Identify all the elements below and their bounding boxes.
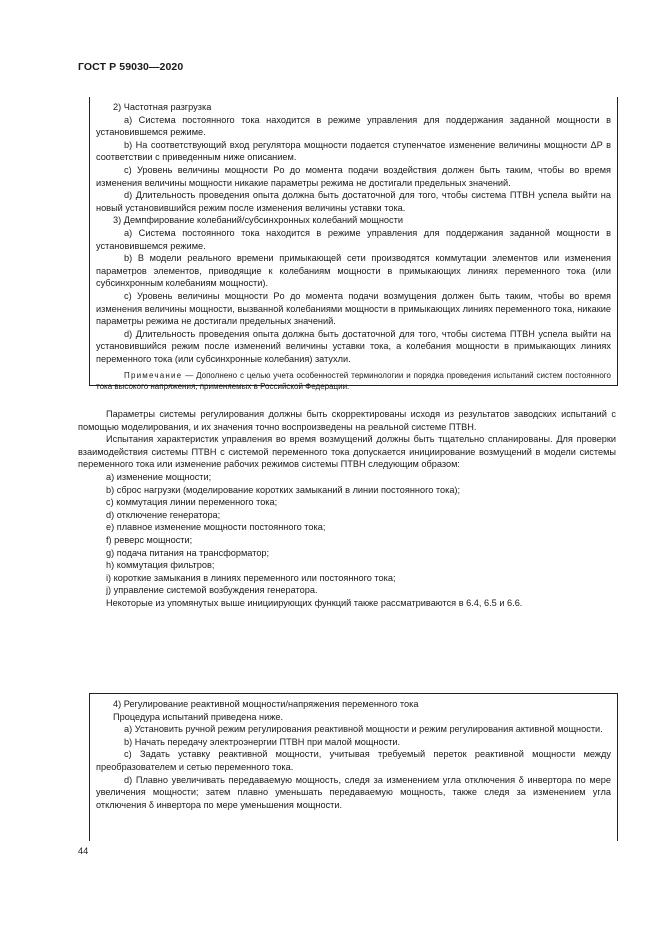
- section-2-title: 2) Частотная разгрузка: [113, 102, 212, 112]
- list-item: f) реверс мощности;: [106, 534, 193, 545]
- disturbance-list: [78, 471, 616, 597]
- note-label: Примечание: [124, 371, 183, 381]
- section-4-item-c: с) Задать уставку реактивной мощности, учитывая требуемый переток реактивной мощности между преобразователем и сетью переменного тока.: [96, 749, 611, 772]
- paragraph-2: Испытания характеристик управления во время возмущений должны быть тщательно спланированы. Для проверки взаимодействия системы ПТВН с системой переменного тока допускается инициирование возмущений в модели системы переменного тока или изменение рабочих режимов системы ПТВН следующим образом:: [78, 434, 616, 470]
- list-item: b) сброс нагрузки (моделирование коротких замыканий в линии постоянного тока);: [106, 484, 461, 495]
- section-4-intro: Процедура испытаний приведена ниже.: [113, 711, 284, 722]
- section-2-item-d: d) Длительность проведения опыта должна быть достаточной для того, чтобы система ПТВН успела выйти на новый установившийся режим после изменения величины уставки тока.: [96, 190, 611, 213]
- amendment-box-top: [89, 97, 618, 392]
- list-item: g) подача питания на трансформатор;: [106, 547, 270, 558]
- page-number: 44: [78, 846, 89, 856]
- section-4-item-d: d) Плавно увеличивать передаваемую мощность, следя за изменением угла отключения δ инвертора по мере увеличения мощности; затем плавно уменьшать передаваемую мощность, также следя за изменением угла отключения δ инвертора по мере уменьшения мощности.: [96, 774, 611, 810]
- section-3-item-a: а) Система постоянного тока находится в режиме управления для поддержания заданной мощности в установившемся режиме.: [96, 227, 611, 251]
- amendment-box-bottom: [89, 693, 618, 841]
- list-item: с) коммутация линии переменного тока;: [106, 497, 278, 508]
- paragraph-1: Параметры системы регулирования должны быть скорректированы исходя из результатов заводских испытаний с помощью моделирования, и их значения точно воспроизведены на реальной системе ПТВН.: [78, 409, 616, 432]
- list-item: а) изменение мощности;: [106, 471, 212, 482]
- note-text: — Дополнено с целью учета особенностей терминологии и порядка проведения испытаний систем постоянного тока высокого напряжения, применяемых в Российской Федерации.: [96, 371, 611, 392]
- section-2-item-b: b) На соответствующий вход регулятора мощности подается ступенчатое изменение величины мощности ΔP в соответствии с приведенным ниже описанием.: [96, 139, 611, 163]
- list-item: j) управление системой возбуждения генератора.: [106, 585, 318, 596]
- document-header: ГОСТ Р 59030—2020: [78, 61, 184, 73]
- paragraph-3: Некоторые из упомянутых выше инициирующих функций также рассматриваются в 6.4, 6.5 и 6.6.: [106, 597, 523, 608]
- section-4-item-b: b) Начать передачу электроэнергии ПТВН при малой мощности.: [124, 736, 401, 747]
- section-3-item-c: с) Уровень величины мощности Pо до момента подачи возмущения должен быть таким, чтобы во время изменения величины мощности, вызванной колебаниями мощности в примыкающих линиях переменного тока, никакие параметры режима не достигали предельных значений.: [96, 290, 611, 327]
- section-3-item-b: b) В модели реального времени примыкающей сети производятся коммутации элементов или изменения параметров элементов, приводящие к колебаниям мощности в примыкающих линиях переменного тока (или субсинхронным колебаниям мощности).: [96, 253, 611, 289]
- list-item: d) отключение генератора;: [106, 509, 221, 520]
- section-2-item-c: с) Уровень величины мощности Pо до момента подачи воздействия должен быть таким, чтобы во время изменения величины мощности никакие параметры режима не достигали предельных значений.: [96, 164, 611, 188]
- list-item: i) короткие замыкания в линиях переменного или постоянного тока;: [106, 572, 396, 583]
- list-item: h) коммутация фильтров;: [106, 560, 215, 571]
- section-4-item-a: а) Установить ручной режим регулирования реактивной мощности и режим регулирования активной мощности.: [124, 724, 603, 735]
- section-4-title: 4) Регулирование реактивной мощности/напряжения переменного тока: [113, 699, 419, 709]
- section-3-item-d: d) Длительность проведения опыта должна быть достаточной для того, чтобы система ПТВН успела выйти на установившийся режим после изменений величины уставки тока, а колебания мощности в примыкающих линиях переменного тока (или субсинхронные колебания) затухли.: [96, 328, 611, 364]
- note: [96, 370, 611, 392]
- section-2-item-a: а) Система постоянного тока находится в режиме управления для поддержания заданной мощности в установившемся режиме.: [96, 114, 611, 138]
- main-text: [78, 408, 616, 610]
- section-3-title: 3) Демпфирование колебаний/субсинхронных колебаний мощности: [113, 215, 403, 226]
- list-item: е) плавное изменение мощности постоянного тока;: [106, 522, 326, 533]
